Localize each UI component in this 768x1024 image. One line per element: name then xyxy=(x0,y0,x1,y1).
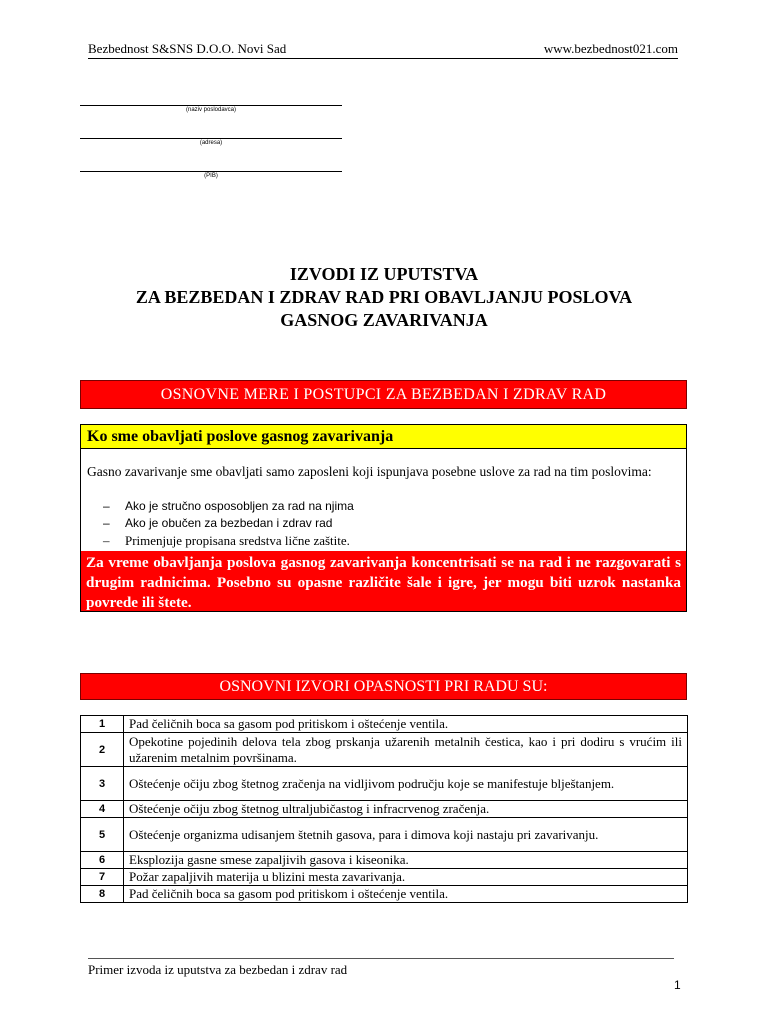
hazard-description: Eksplozija gasne smese zapaljivih gasova i kiseonika. xyxy=(124,852,688,869)
hazard-number: 8 xyxy=(81,886,124,903)
hazard-number: 2 xyxy=(81,733,124,767)
qualification-box xyxy=(80,424,687,612)
hazard-number: 5 xyxy=(81,818,124,852)
hazards-table xyxy=(80,715,688,903)
document-title xyxy=(40,263,728,332)
employer-label: (naziv poslodavca) xyxy=(185,107,237,113)
pib-line xyxy=(80,171,342,172)
table-row xyxy=(81,801,688,818)
title-line-2: ZA BEZBEDAN I ZDRAV RAD PRI OBAVLJANJU POSLOVA xyxy=(135,287,633,307)
table-row xyxy=(81,716,688,733)
address-line xyxy=(80,138,342,139)
hazard-number: 1 xyxy=(81,716,124,733)
dash-bullet: – xyxy=(103,516,110,530)
footer-text: Primer izvoda iz uputstva za bezbedan i zdrav rad xyxy=(88,962,348,977)
footer-divider xyxy=(88,958,674,959)
employer-line xyxy=(80,105,342,106)
page-header xyxy=(88,41,678,59)
hazard-number: 6 xyxy=(81,852,124,869)
list-item: – Primenjuje propisana sredstva lične zaštite. xyxy=(103,533,350,548)
table-row xyxy=(81,818,688,852)
address-label: (adresa) xyxy=(199,140,223,146)
hazard-description: Požar zapaljivih materija u blizini mesta zavarivanja. xyxy=(124,869,688,886)
page-number: 1 xyxy=(674,978,681,992)
section-banner-measures: OSNOVNE MERE I POSTUPCI ZA BEZBEDAN I ZDRAV RAD xyxy=(80,380,687,409)
table-row xyxy=(81,886,688,903)
hazard-description: Oštećenje očiju zbog štetnog ultraljubičastog i infracrvenog zračenja. xyxy=(124,801,688,818)
dash-bullet: – xyxy=(103,533,110,548)
title-line-1: IZVODI IZ UPUTSTVA xyxy=(289,264,479,284)
hazard-description: Opekotine pojedinih delova tela zbog prskanja užarenih metalnih čestica, kao i pri dodiru s vrućim ili užarenim metalnim površinama. xyxy=(124,733,688,767)
hazard-description: Oštećenje očiju zbog štetnog zračenja na vidljivom području koje se manifestuje blještanjem. xyxy=(124,767,688,801)
table-row xyxy=(81,767,688,801)
pib-label: (PIB) xyxy=(204,173,218,179)
list-item: – Ako je stručno osposobljen za rad na njima xyxy=(103,499,354,513)
hazard-number: 3 xyxy=(81,767,124,801)
qualification-intro: Gasno zavarivanje sme obavljati samo zaposleni koji ispunjava posebne uslove za rad na tim poslovima: xyxy=(87,464,652,479)
qualification-heading: Ko sme obavljati poslove gasnog zavarivanja xyxy=(81,425,686,449)
hazard-description: Pad čeličnih boca sa gasom pod pritiskom i oštećenje ventila. xyxy=(124,886,688,903)
company-name: Bezbednost S&SNS D.O.O. Novi Sad xyxy=(88,41,287,56)
hazard-number: 7 xyxy=(81,869,124,886)
dash-bullet: – xyxy=(103,499,110,513)
table-row xyxy=(81,852,688,869)
list-item: – Ako je obučen za bezbedan i zdrav rad xyxy=(103,516,333,530)
hazard-description: Pad čeličnih boca sa gasom pod pritiskom i oštećenje ventila. xyxy=(124,716,688,733)
section-banner-hazards: OSNOVNI IZVORI OPASNOSTI PRI RADU SU: xyxy=(80,673,687,700)
table-row xyxy=(81,733,688,767)
table-row xyxy=(81,869,688,886)
company-website: www.bezbednost021.com xyxy=(543,41,678,56)
concentration-warning: Za vreme obavljanja poslova gasnog zavarivanja koncentrisati se na rad i ne razgovarati s drugim radnicima. Posebno su opasne različite šale i igre, jer mogu biti uzrok nastanka povrede ili štete. xyxy=(81,551,686,611)
hazard-description: Oštećenje organizma udisanjem štetnih gasova, para i dimova koji nastaju pri zavarivanju. xyxy=(124,818,688,852)
qualification-list xyxy=(103,498,354,549)
title-line-3: GASNOG ZAVARIVANJA xyxy=(280,310,488,330)
hazard-number: 4 xyxy=(81,801,124,818)
